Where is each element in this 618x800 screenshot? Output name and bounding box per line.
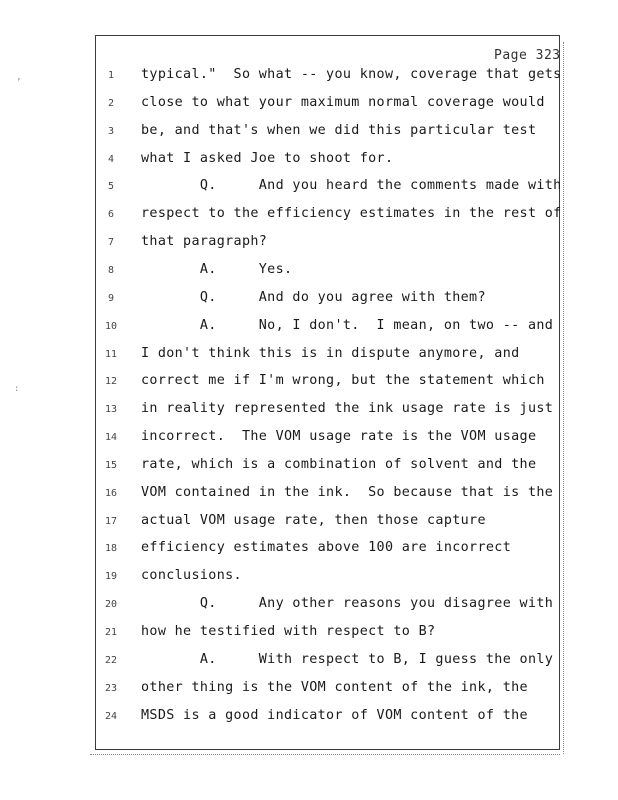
line-number: 5 xyxy=(107,181,115,193)
line-text: A. With respect to B, I guess the only xyxy=(141,651,554,667)
transcript-line xyxy=(0,429,618,449)
line-text: rate, which is a combination of solvent and the xyxy=(141,456,537,472)
line-number: 8 xyxy=(107,264,115,276)
line-number: 16 xyxy=(104,487,118,499)
line-text: what I asked Joe to shoot for. xyxy=(141,150,394,166)
transcript-line xyxy=(0,262,618,282)
transcript-line xyxy=(0,318,618,338)
line-text: Q. And you heard the comments made with xyxy=(141,178,562,194)
line-text: typical." So what -- you know, coverage that gets xyxy=(141,67,562,82)
margin-mark: : xyxy=(14,384,20,394)
line-number: 18 xyxy=(104,543,118,555)
transcript-line xyxy=(0,67,618,87)
line-text: Q. Any other reasons you disagree with xyxy=(141,596,554,612)
line-number: 7 xyxy=(107,237,115,249)
transcript-line xyxy=(0,373,618,393)
line-text: A. No, I don't. I mean, on two -- and xyxy=(141,317,554,333)
transcript-line xyxy=(0,513,618,533)
line-number: 15 xyxy=(104,459,118,471)
transcript-line xyxy=(0,178,618,198)
line-number: 14 xyxy=(104,432,118,444)
transcript-line xyxy=(0,485,618,505)
line-text: Q. And do you agree with them? xyxy=(141,289,486,305)
line-number: 24 xyxy=(104,710,118,722)
line-number: 23 xyxy=(104,682,118,694)
transcript-line xyxy=(0,95,618,115)
line-text: efficiency estimates above 100 are incorrect xyxy=(141,540,512,556)
line-text: in reality represented the ink usage rate is just xyxy=(141,401,554,417)
transcript-line xyxy=(0,346,618,366)
line-text: I don't think this is in dispute anymore, and xyxy=(141,345,520,361)
transcript-line xyxy=(0,596,618,616)
margin-mark: ’ xyxy=(16,78,22,88)
line-number: 2 xyxy=(107,97,115,109)
line-text: respect to the efficiency estimates in the rest of xyxy=(141,206,562,222)
transcript-line xyxy=(0,568,618,588)
line-text: close to what your maximum normal coverage would xyxy=(141,94,545,110)
line-number: 3 xyxy=(107,125,115,137)
transcript-line xyxy=(0,457,618,477)
page-edge-right xyxy=(560,42,564,754)
transcript-line xyxy=(0,206,618,226)
page-number: Page 323 xyxy=(494,48,561,63)
transcript-line xyxy=(0,708,618,728)
line-number: 9 xyxy=(107,292,115,304)
line-text: A. Yes. xyxy=(141,261,293,277)
line-number: 19 xyxy=(104,571,118,583)
line-text: how he testified with respect to B? xyxy=(141,624,436,639)
line-number: 22 xyxy=(104,654,118,666)
line-number: 6 xyxy=(107,209,115,221)
line-number: 10 xyxy=(104,320,118,332)
line-number: 4 xyxy=(107,153,115,165)
transcript-line xyxy=(0,234,618,254)
line-number: 21 xyxy=(104,627,118,638)
transcript-line xyxy=(0,123,618,143)
transcript-line xyxy=(0,680,618,700)
line-number: 11 xyxy=(104,348,118,360)
line-text: incorrect. The VOM usage rate is the VOM usage xyxy=(141,429,537,445)
line-number: 12 xyxy=(104,376,118,388)
line-number: 20 xyxy=(104,599,118,611)
line-text: actual VOM usage rate, then those capture xyxy=(141,512,486,528)
transcript-line xyxy=(0,624,618,644)
line-number: 17 xyxy=(104,515,118,527)
line-number: 13 xyxy=(104,404,118,416)
line-text: that paragraph? xyxy=(141,234,268,250)
line-text: VOM contained in the ink. So because that is the xyxy=(141,484,554,500)
line-text: be, and that's when we did this particular test xyxy=(141,122,537,138)
transcript-line xyxy=(0,290,618,310)
page-edge-bottom xyxy=(90,752,560,755)
line-text: MSDS is a good indicator of VOM content of the xyxy=(141,707,528,723)
transcript-line xyxy=(0,652,618,672)
transcript-line xyxy=(0,151,618,171)
line-text: correct me if I'm wrong, but the statement which xyxy=(141,373,545,389)
line-text: other thing is the VOM content of the ink, the xyxy=(141,679,528,695)
line-number: 1 xyxy=(107,70,115,81)
transcript-line xyxy=(0,540,618,560)
line-text: conclusions. xyxy=(141,568,242,584)
transcript-line xyxy=(0,401,618,421)
